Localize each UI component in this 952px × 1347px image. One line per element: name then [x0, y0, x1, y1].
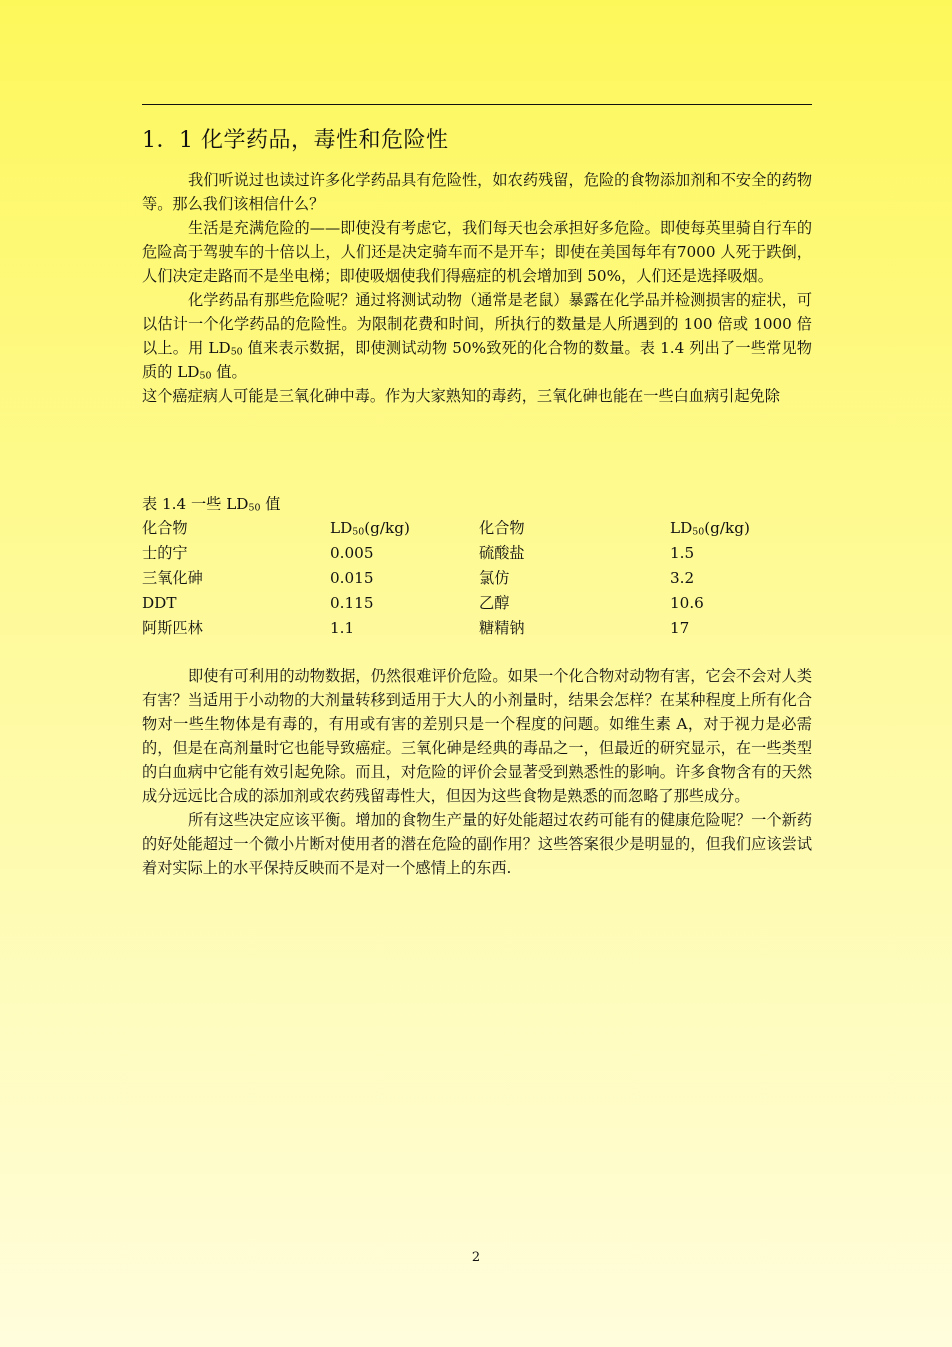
intro-section	[142, 168, 812, 408]
discussion-section	[142, 664, 812, 880]
section-heading: 1．1 化学药品，毒性和危险性	[142, 128, 449, 153]
ld50-table	[142, 516, 812, 641]
paragraph-ld50-definition: 化学药品有那些危险呢？通过将测试动物（通常是老鼠）暴露在化学品并检测损害的症状，可以估计一个化学药品的危险性。为限制花费和时间，所执行的数量是人所遇到的 100 倍或 1000 倍以上。用 $LD_{50}$ 值来表示数据，即使测试动物 50%致死的化合物的数量。表 1.4 列出了一些常见物质的 $LD_{50}$ 值。	[142, 291, 812, 382]
header-compound-1: 化合物	[142, 519, 188, 537]
header-ld50-2: $LD_{50}(g/kg)$	[670, 519, 750, 538]
table-caption: 表 1.4 一些 $LD_{50}$ 值	[142, 495, 281, 514]
header-rule	[142, 104, 812, 105]
compound-name: 硫酸盐	[479, 544, 525, 562]
table-header-row	[142, 516, 812, 541]
ld50-value: 1.1	[330, 619, 355, 637]
compound-name: 士的宁	[142, 544, 188, 562]
paragraph-evaluating-risk: 即使有可利用的动物数据，仍然很难评价危险。如果一个化合物对动物有害，它会不会对人类有害？当适用于小动物的大剂量转移到适用于大人的小剂量时，结果会怎样？在某种程度上所有化合物对一些生物体是有毒的，有用或有害的差别只是一个程度的问题。如维生素 A，对于视力是必需的，但是在高剂量时它也能导致癌症。三氧化砷是经典的毒品之一，但最近的研究显示，在一些类型的白血病中它能有效引起免除。而且，对危险的评价会显著受到熟悉性的影响。许多食物含有的天然成分远远比合成的添加剂或农药残留毒性大，但因为这些食物是熟悉的而忽略了那些成分。	[142, 667, 812, 805]
table-row	[142, 541, 812, 566]
header-compound-2: 化合物	[479, 519, 525, 537]
ld50-value: 3.2	[670, 569, 695, 587]
compound-name: 三氧化砷	[142, 569, 203, 587]
ld50-value: 1.5	[670, 544, 695, 562]
compound-name: 氯仿	[479, 569, 510, 587]
paragraph-balance: 所有这些决定应该平衡。增加的食物生产量的好处能超过农药可能有的健康危险呢？一个新药的好处能超过一个微小片断对使用者的潜在危险的副作用？这些答案很少是明显的，但我们应该尝试着对实际上的水平保持反映而不是对一个感情上的东西.	[142, 811, 812, 877]
paragraph-arsenic-note: 这个癌症病人可能是三氧化砷中毒。作为大家熟知的毒药，三氧化砷也能在一些白血病引起免除	[142, 387, 780, 405]
ld50-value: 10.6	[670, 594, 704, 612]
paragraph-life-risks: 生活是充满危险的——即使没有考虑它，我们每天也会承担好多危险。即使每英里骑自行车的危险高于驾驶车的十倍以上，人们还是决定骑车而不是开车；即使在美国每年有7000 人死于跌倒，人们决定走路而不是坐电梯；即使吸烟使我们得癌症的机会增加到 50%，人们还是选择吸烟。	[142, 219, 812, 285]
ld50-value: 0.015	[330, 569, 374, 587]
ld50-value: 0.115	[330, 594, 374, 612]
compound-name: DDT	[142, 594, 177, 612]
table-row	[142, 591, 812, 616]
compound-name: 糖精钠	[479, 619, 525, 637]
header-ld50-1: $LD_{50}(g/kg)$	[330, 519, 410, 538]
compound-name: 阿斯匹林	[142, 619, 203, 637]
paragraph-chemical-danger: 我们听说过也读过许多化学药品具有危险性，如农药残留，危险的食物添加剂和不安全的药物等。那么我们该相信什么？	[142, 171, 812, 213]
page-number: 2	[471, 1250, 481, 1265]
table-row	[142, 566, 812, 591]
compound-name: 乙醇	[479, 594, 510, 612]
ld50-value: 0.005	[330, 544, 374, 562]
table-row	[142, 616, 812, 641]
ld50-value: 17	[670, 619, 690, 637]
